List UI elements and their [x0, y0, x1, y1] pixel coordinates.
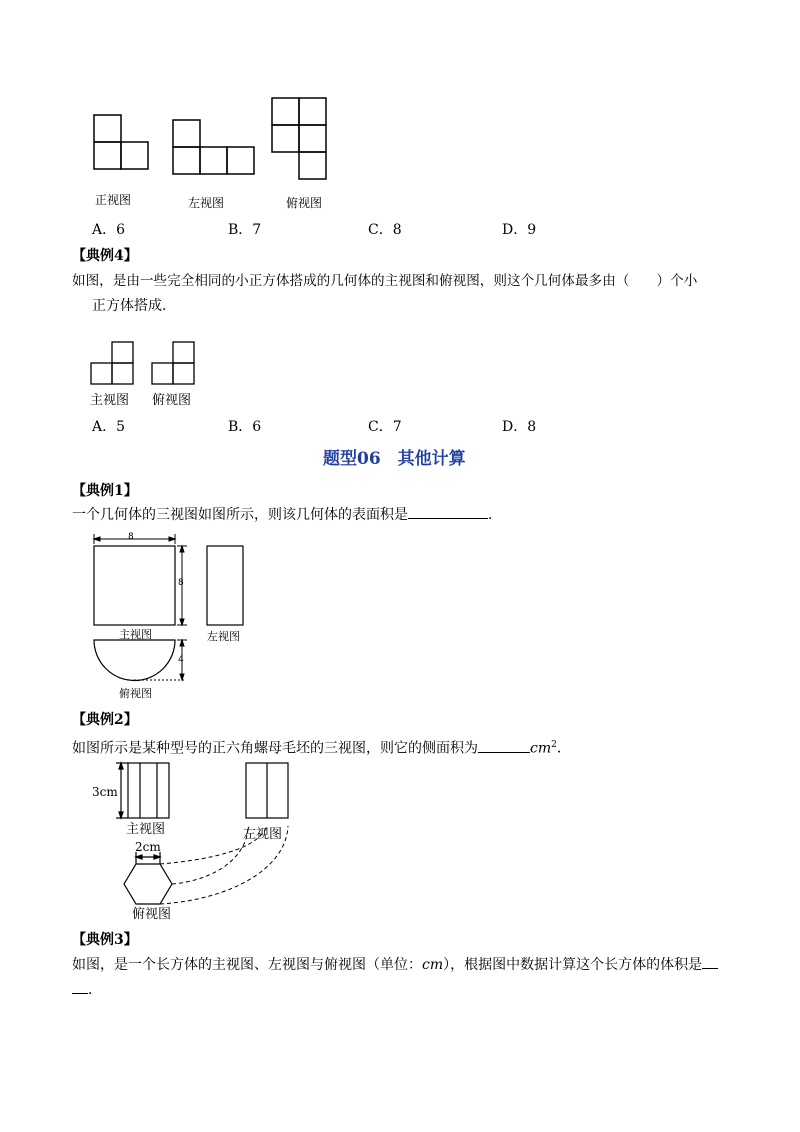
- example-3-text: [72, 955, 718, 975]
- example-2-text: [72, 735, 571, 759]
- option-d: D．9: [502, 222, 537, 238]
- example-1-question: 一个几何体的三视图如图所示，则该几何体的表面积是: [72, 507, 408, 523]
- answer-blank: [702, 968, 718, 969]
- example-1-tag: 【典例1】: [72, 483, 138, 499]
- top-view-label: 俯视图: [286, 196, 323, 210]
- ex2-left-label: 左视图: [243, 827, 283, 842]
- ex2-dim-width: 2cm: [135, 840, 161, 854]
- top-three-views-figure: [90, 95, 340, 195]
- example-3-question: 如图，是一个长方体的主视图、左视图与俯视图（单位：: [72, 957, 422, 973]
- front-view-label: 正视图: [95, 193, 132, 207]
- unit-exponent: 2: [551, 740, 557, 750]
- option-c: C．8: [368, 222, 402, 238]
- option-a: A．6: [92, 222, 126, 238]
- ex4-option-b: B．6: [228, 419, 262, 435]
- ex1-left-label: 左视图: [207, 630, 240, 643]
- answer-blank: [478, 752, 530, 753]
- example-1-figure: [88, 530, 258, 690]
- example-3-end: [72, 980, 102, 1000]
- left-view-label: 左视图: [188, 196, 225, 210]
- ex4-option-d: D．8: [502, 419, 537, 435]
- ex1-top-label: 俯视图: [119, 687, 152, 700]
- example-4-figure: [90, 340, 210, 390]
- ex4-top-label: 俯视图: [152, 393, 192, 408]
- example-4-text-line1: 如图，是由一些完全相同的小正方体搭成的几何体的主视图和俯视图，则这个几何体最多由（ ）个小: [72, 273, 698, 289]
- example-2-tag: 【典例2】: [72, 712, 138, 728]
- example-4-text-line2: 正方体搭成．: [92, 298, 176, 314]
- option-b: B．7: [228, 222, 262, 238]
- ex1-dim-radius: 4: [178, 655, 184, 665]
- section-heading: 题型06 其他计算: [323, 449, 466, 469]
- example-4-tag: 【典例4】: [72, 248, 138, 264]
- ex1-dim-top: 8: [128, 532, 134, 542]
- example-3-end-mark: ．: [88, 982, 102, 998]
- ex2-dim-height: 3cm: [92, 785, 118, 799]
- example-3-question-cont: ），根据图中数据计算这个长方体的体积是: [443, 957, 703, 973]
- ex4-option-a: A．5: [92, 419, 126, 435]
- ex1-front-label: 主视图: [119, 628, 152, 641]
- ex1-dim-right: 8: [178, 578, 184, 588]
- example-1-text: [72, 505, 502, 525]
- example-2-question: 如图所示是某种型号的正六角螺母毛坯的三视图，则它的侧面积为: [72, 740, 478, 757]
- ex4-front-label: 主视图: [90, 393, 130, 408]
- unit: cm: [422, 957, 444, 973]
- unit: cm: [530, 740, 552, 757]
- example-2-end: ．: [556, 740, 571, 757]
- ex4-option-c: C．7: [368, 419, 402, 435]
- ex2-front-label: 主视图: [126, 822, 166, 837]
- ex2-top-label: 俯视图: [132, 907, 172, 922]
- example-1-end: ．: [488, 507, 502, 523]
- answer-blank-continued: [72, 993, 88, 994]
- answer-blank: [408, 518, 488, 519]
- example-3-tag: 【典例3】: [72, 932, 138, 948]
